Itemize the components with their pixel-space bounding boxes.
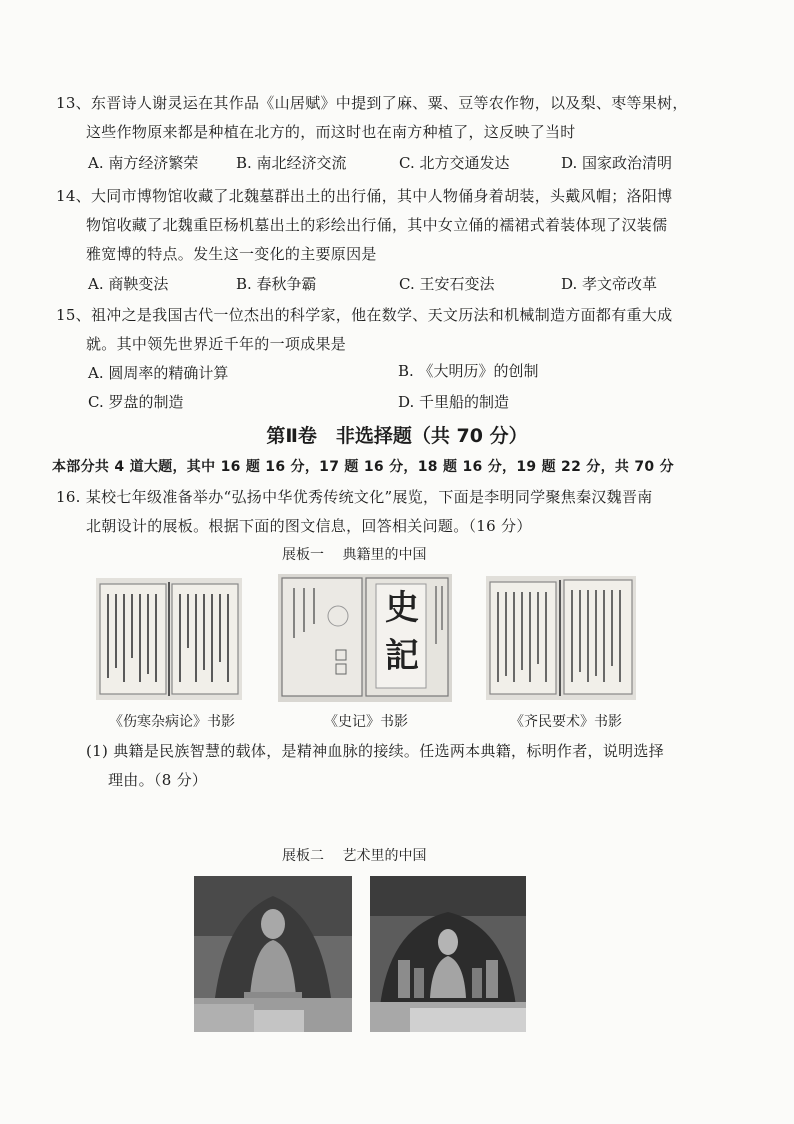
- book-image-qimin: [486, 576, 636, 700]
- q14-stem-line2: 物馆收藏了北魏重臣杨机墓出土的彩绘出行俑，其中女立俑的襦裙式着装体现了汉装儒: [86, 216, 668, 234]
- q13-stem-line2: 这些作物原来都是种植在北方的，而这时也在南方种植了，这反映了当时: [86, 123, 576, 141]
- q16-sub1-line2: 理由。（8 分）: [108, 771, 208, 789]
- q14-option-c: C. 王安石变法: [399, 275, 495, 293]
- caption-shanghan: 《伤寒杂病论》书影: [109, 714, 235, 730]
- q14-option-b: B. 春秋争霸: [236, 275, 317, 293]
- q15-option-b: B. 《大明历》的创制: [398, 362, 539, 380]
- shiji-cover-char-2: 記: [385, 636, 419, 676]
- q16-sub1-line1: (1) 典籍是民族智慧的载体，是精神血脉的接续。任选两本典籍，标明作者，说明选择: [86, 742, 665, 760]
- q13-option-d: D. 国家政治清明: [561, 154, 673, 172]
- grotto-image-yungang: [194, 876, 352, 1032]
- panel2-title: 展板二 艺术里的中国: [282, 848, 427, 864]
- q13-option-b: B. 南北经济交流: [236, 154, 347, 172]
- q14-stem-line1: 14、大同市博物馆收藏了北魏墓群出土的出行俑，其中人物俑身着胡装，头戴风帽；洛阳博: [56, 187, 673, 205]
- caption-shiji: 《史记》书影: [324, 714, 408, 730]
- book-image-shanghan: [96, 578, 242, 700]
- section-title: 第Ⅱ卷 非选择题（共 70 分）: [266, 425, 528, 447]
- q16-stem-line2: 北朝设计的展板。根据下面的图文信息，回答相关问题。（16 分）: [86, 517, 532, 535]
- shiji-cover-char-1: 史: [385, 588, 419, 628]
- q13-stem-line1: 13、东晋诗人谢灵运在其作品《山居赋》中提到了麻、粟、豆等农作物，以及梨、枣等果树，: [56, 94, 688, 112]
- q13-option-c: C. 北方交通发达: [399, 154, 510, 172]
- q15-option-c: C. 罗盘的制造: [88, 393, 184, 411]
- q14-stem-line3: 雅宽博的特点。发生这一变化的主要原因是: [86, 245, 377, 263]
- panel1-title: 展板一 典籍里的中国: [282, 547, 427, 563]
- q14-option-d: D. 孝文帝改革: [561, 275, 658, 293]
- caption-qimin: 《齐民要术》书影: [510, 714, 622, 730]
- q15-stem-line2: 就。其中领先世界近千年的一项成果是: [86, 335, 347, 353]
- section-summary: 本部分共 4 道大题，其中 16 题 16 分，17 题 16 分，18 题 16 分，19 题 22 分，共 70 分: [52, 459, 674, 475]
- book-image-shiji: [278, 574, 452, 702]
- q16-stem-line1: 16. 某校七年级准备举办“弘扬中华优秀传统文化”展览，下面是李明同学聚焦秦汉魏晋南: [56, 488, 653, 506]
- grotto-image-longmen: [370, 876, 526, 1032]
- q13-option-a: A. 南方经济繁荣: [88, 154, 199, 172]
- q15-option-d: D. 千里船的制造: [398, 393, 510, 411]
- q14-option-a: A. 商鞅变法: [88, 275, 169, 293]
- q15-option-a: A. 圆周率的精确计算: [88, 364, 229, 382]
- q15-stem-line1: 15、祖冲之是我国古代一位杰出的科学家，他在数学、天文历法和机械制造方面都有重大成: [56, 306, 673, 324]
